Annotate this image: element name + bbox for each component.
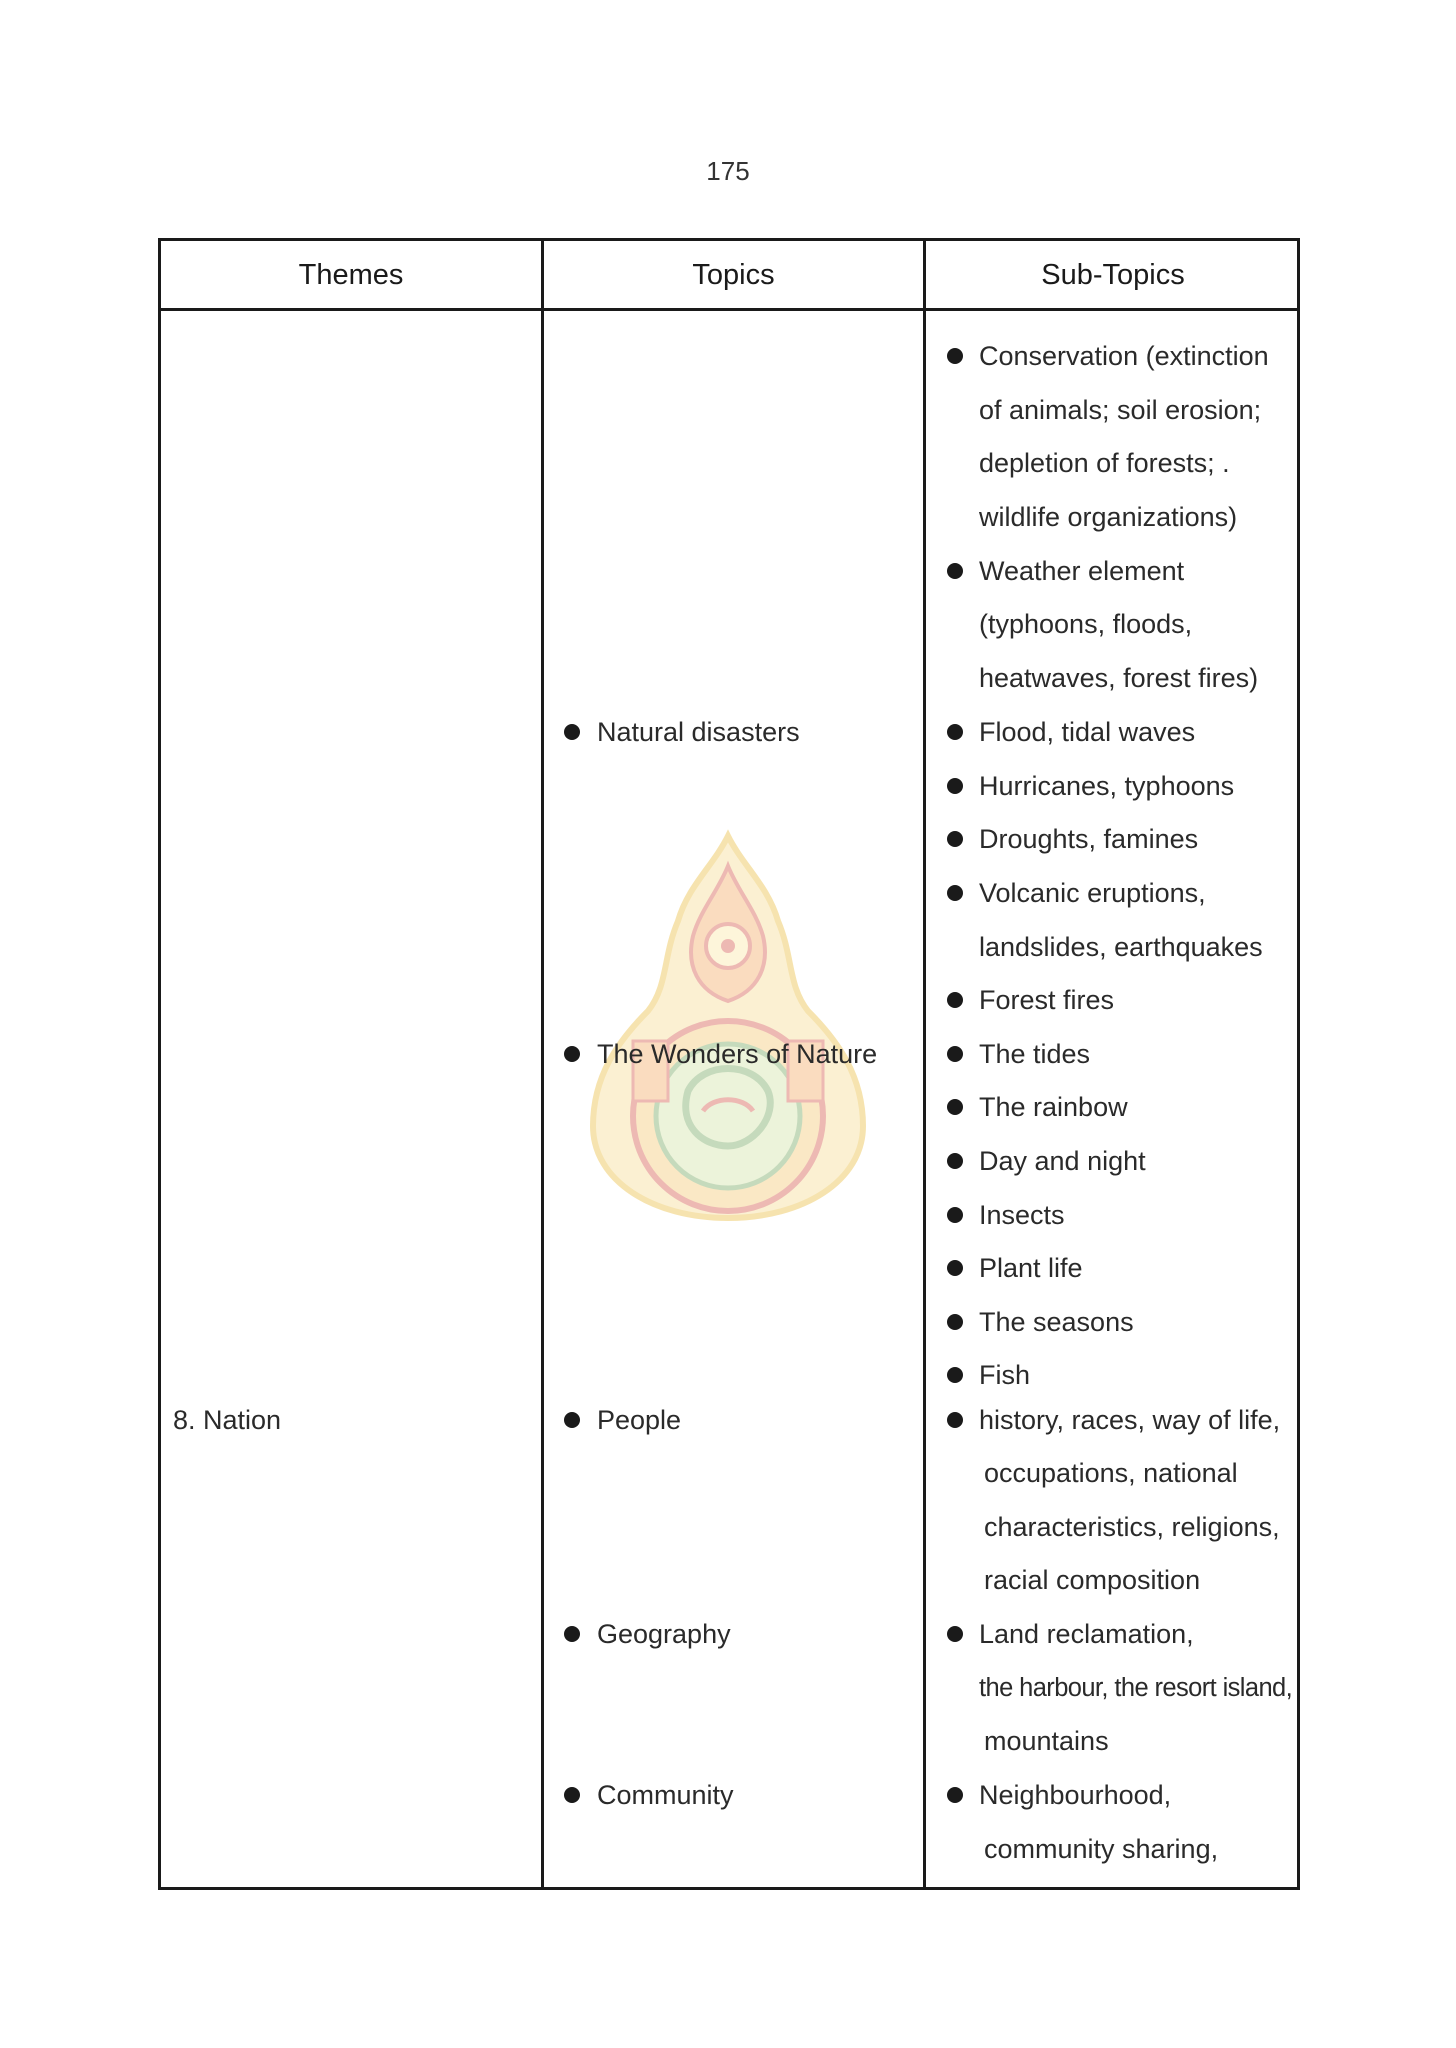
subtopic-land-line: Land reclamation, bbox=[979, 1619, 1194, 1649]
subtopic-seasons: The seasons bbox=[979, 1307, 1134, 1337]
subtopic-neighbourhood-line: community sharing, bbox=[984, 1834, 1219, 1864]
subtopic-hurricanes: Hurricanes, typhoons bbox=[979, 771, 1235, 801]
column-divider bbox=[541, 241, 544, 1887]
subtopic-plant-life: Plant life bbox=[979, 1253, 1083, 1283]
bullet-icon bbox=[947, 1367, 963, 1383]
bullet-icon bbox=[947, 992, 963, 1008]
bullet-icon bbox=[564, 1412, 580, 1428]
topic-people: People bbox=[597, 1405, 682, 1435]
subtopic-tides: The tides bbox=[979, 1039, 1091, 1069]
bullet-icon bbox=[947, 1787, 963, 1803]
subtopic-day-night: Day and night bbox=[979, 1146, 1146, 1176]
subtopic-conservation-line: depletion of forests; . bbox=[979, 448, 1230, 478]
subtopic-weather-line: Weather element bbox=[979, 556, 1185, 586]
header-divider bbox=[161, 308, 1297, 311]
curriculum-table bbox=[158, 238, 1300, 1890]
header-themes: Themes bbox=[298, 259, 404, 291]
subtopic-weather-line: (typhoons, floods, bbox=[979, 609, 1193, 639]
bullet-icon bbox=[947, 1314, 963, 1330]
column-divider bbox=[923, 241, 926, 1887]
header-subtopics: Sub-Topics bbox=[1041, 259, 1185, 291]
bullet-icon bbox=[564, 1046, 580, 1062]
bullet-icon bbox=[947, 885, 963, 901]
subtopic-neighbourhood-line: Neighbourhood, bbox=[979, 1780, 1172, 1810]
subtopic-conservation-line: Conservation (extinction bbox=[979, 341, 1269, 371]
bullet-icon bbox=[947, 1099, 963, 1115]
bullet-icon bbox=[947, 724, 963, 740]
subtopic-people-line: racial composition bbox=[984, 1565, 1201, 1595]
theme-nation: 8. Nation bbox=[173, 1405, 282, 1435]
bullet-icon bbox=[947, 1412, 963, 1428]
subtopic-people-line: characteristics, religions, bbox=[984, 1512, 1280, 1542]
bullet-icon bbox=[947, 1046, 963, 1062]
header-topics: Topics bbox=[692, 259, 775, 291]
subtopic-conservation-line: wildlife organizations) bbox=[979, 502, 1238, 532]
bullet-icon bbox=[947, 831, 963, 847]
subtopic-volcanic-line: Volcanic eruptions, bbox=[979, 878, 1206, 908]
subtopic-land-line: the harbour, the resort island, bbox=[979, 1674, 1293, 1702]
bullet-icon bbox=[947, 778, 963, 794]
bullet-icon bbox=[564, 724, 580, 740]
bullet-icon bbox=[947, 348, 963, 364]
page-number: 175 bbox=[706, 156, 750, 186]
bullet-icon bbox=[947, 1153, 963, 1169]
topic-wonders-of-nature: The Wonders of Nature bbox=[597, 1039, 878, 1069]
subtopic-fish: Fish bbox=[979, 1360, 1031, 1390]
topic-natural-disasters: Natural disasters bbox=[597, 717, 800, 747]
subtopic-droughts: Droughts, famines bbox=[979, 824, 1199, 854]
subtopic-flood: Flood, tidal waves bbox=[979, 717, 1196, 747]
subtopic-land-line: mountains bbox=[984, 1726, 1109, 1756]
subtopic-insects: Insects bbox=[979, 1200, 1065, 1230]
bullet-icon bbox=[947, 1626, 963, 1642]
topic-geography: Geography bbox=[597, 1619, 731, 1649]
subtopic-weather-line: heatwaves, forest fires) bbox=[979, 663, 1259, 693]
subtopic-people-line: occupations, national bbox=[984, 1458, 1238, 1488]
subtopic-conservation-line: of animals; soil erosion; bbox=[979, 395, 1262, 425]
bullet-icon bbox=[564, 1626, 580, 1642]
subtopic-volcanic-line: landslides, earthquakes bbox=[979, 932, 1263, 962]
subtopic-rainbow: The rainbow bbox=[979, 1092, 1128, 1122]
bullet-icon bbox=[947, 563, 963, 579]
subtopic-people-line: history, races, way of life, bbox=[979, 1405, 1281, 1435]
subtopic-forest-fires: Forest fires bbox=[979, 985, 1115, 1015]
topic-community: Community bbox=[597, 1780, 734, 1810]
bullet-icon bbox=[947, 1260, 963, 1276]
bullet-icon bbox=[564, 1787, 580, 1803]
bullet-icon bbox=[947, 1207, 963, 1223]
